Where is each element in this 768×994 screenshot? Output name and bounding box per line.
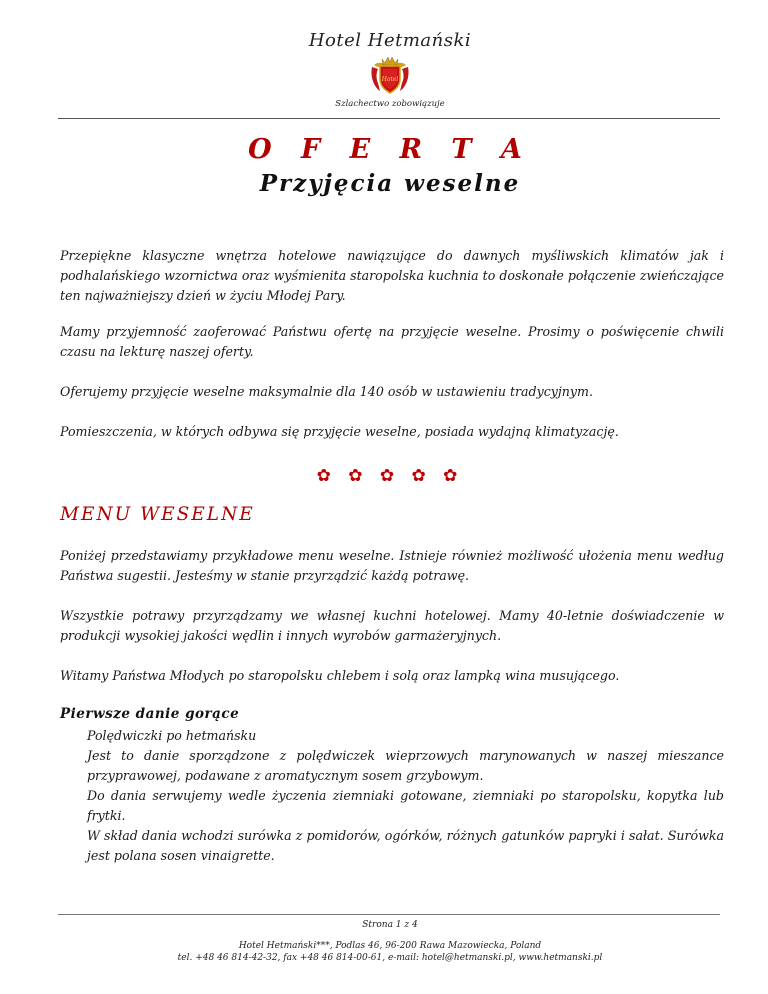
menu-paragraph-3: Witamy Państwa Młodych po staropolsku chlebem i solą oraz lampką wina musującego.: [60, 668, 620, 683]
offer-subtitle: Przyjęcia weselne: [259, 170, 521, 197]
dish-name: Polędwiczki po hetmańsku: [87, 728, 257, 743]
course-description: [87, 726, 724, 866]
intro-paragraph-1: Przepiękne klasyczne wnętrza hotelowe nawiązujące do dawnych myśliwskich klimatów jak i podhalańskiego wzornictwa oraz wyśmienita staropolska kuchnia to doskonałe połączenie zwieńczające ten najważniejszy dzień w życiu Młodej Pary.: [60, 248, 724, 303]
header-divider: [58, 118, 720, 119]
page-number: Strona 1 z 4: [362, 920, 418, 930]
dish-description-3: W skład dania wchodzi surówka z pomidorów, ogórków, różnych gatunków papryki i sałat. Surówka jest polana sosen vinaigrette.: [87, 828, 724, 863]
menu-heading: MENU WESELNE: [60, 504, 255, 525]
flower-divider: ✿ ✿ ✿ ✿ ✿: [316, 466, 464, 486]
dish-description-1: Jest to danie sporządzone z polędwiczek wieprzowych marynowanych w naszej mieszance przyprawowej, podawane z aromatycznym sosem grzybowym.: [87, 748, 724, 783]
footer-divider: [58, 914, 720, 915]
hotel-name: Hotel Hetmański: [308, 30, 472, 51]
motto: Szlachectwo zobowiązuje: [335, 99, 445, 109]
menu-paragraph-2: Wszystkie potrawy przyrządzamy we własnej kuchni hotelowej. Mamy 40-letnie doświadczenie w produkcji wysokiej jakości wędlin i innych wyrobów garmażeryjnych.: [60, 608, 724, 643]
intro-paragraph-3: Oferujemy przyjęcie weselne maksymalnie dla 140 osób w ustawieniu tradycyjnym.: [60, 384, 593, 399]
footer-address: Hotel Hetmański***, Podlas 46, 96-200 Rawa Mazowiecka, Poland: [238, 941, 542, 951]
course-heading: Pierwsze danie gorące: [60, 706, 240, 722]
letterhead: [60, 30, 720, 109]
dish-description-2: Do dania serwujemy wedle życzenia ziemniaki gotowane, ziemniaki po staropolsku, kopytka lub frytki.: [87, 788, 724, 823]
intro-paragraph-2: Mamy przyjemność zaoferować Państwu ofertę na przyjęcie weselne. Prosimy o poświęcenie chwili czasu na lekturę naszej oferty.: [60, 324, 724, 359]
menu-paragraph-1: Poniżej przedstawiamy przykładowe menu weselne. Istnieje również możliwość ułożenia menu według Państwa sugestii. Jesteśmy w stanie przyrządzić każdą potrawę.: [60, 548, 724, 583]
svg-text:Hotel: Hotel: [381, 76, 399, 83]
footer-contact: tel. +48 46 814-42-32, fax +48 46 814-00-61, e-mail: hotel@hetmanski.pl, www.hetmanski.pl: [177, 953, 603, 963]
intro-paragraph-4: Pomieszczenia, w których odbywa się przyjęcie weselne, posiada wydajną klimatyzację.: [60, 424, 619, 439]
offer-title: O F E R T A: [248, 134, 532, 165]
hotel-crest-logo: [368, 53, 412, 97]
